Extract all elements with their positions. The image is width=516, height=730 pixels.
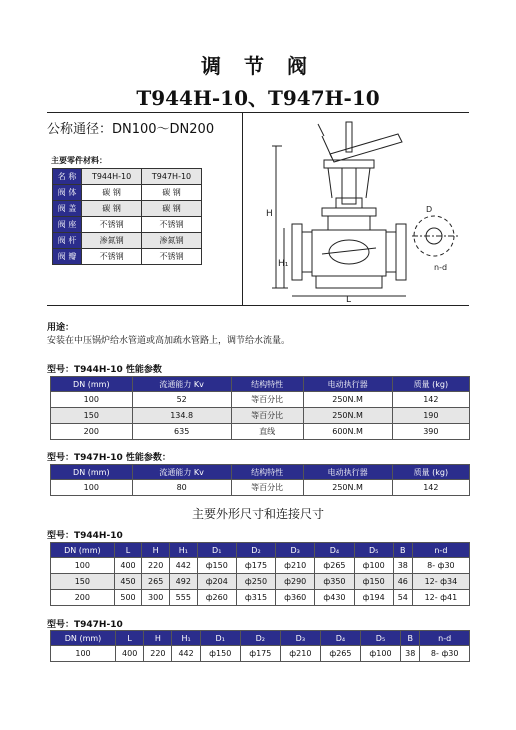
table-cell: ф204 <box>197 574 236 590</box>
dim-h-label: H <box>266 209 273 219</box>
usage-heading: 用途： <box>47 323 75 333</box>
column-header: DN (mm) <box>51 543 115 558</box>
table-cell: 38 <box>401 646 420 662</box>
table-row <box>53 201 202 217</box>
column-header: n-d <box>412 543 469 558</box>
table-cell: 100 <box>51 558 115 574</box>
column-header: D₅ <box>354 543 393 558</box>
table-row <box>51 392 470 408</box>
table-cell: 80 <box>132 480 231 496</box>
table-cell: 442 <box>169 558 197 574</box>
table-cell: 54 <box>393 590 412 606</box>
column-header: H₁ <box>169 543 197 558</box>
perf2-table <box>50 464 470 496</box>
nominal-diameter: 公称通径：DN100～DN200 <box>47 122 215 137</box>
dim-d-label: D <box>426 205 433 214</box>
perf2-heading: 型号：T947H-10 性能参数： <box>47 453 171 463</box>
table-cell: ф210 <box>280 646 320 662</box>
column-header: D₄ <box>320 631 360 646</box>
column-header: D₄ <box>315 543 354 558</box>
table-row <box>51 424 470 440</box>
usage-text: 安装在中压锅炉给水管道或高加疏水管路上，调节给水流量。 <box>47 336 291 346</box>
table-cell: 碳 钢 <box>142 201 202 217</box>
table-cell: 134.8 <box>132 408 231 424</box>
table-cell: 200 <box>51 590 115 606</box>
table-cell: 不锈钢 <box>142 217 202 233</box>
table-row <box>51 590 470 606</box>
table-header-row <box>51 631 470 646</box>
table-cell: ф175 <box>240 646 280 662</box>
table-cell: 220 <box>144 646 172 662</box>
table-cell: 等百分比 <box>231 408 303 424</box>
table-row <box>53 249 202 265</box>
table-cell: 400 <box>114 558 142 574</box>
column-header: H₁ <box>172 631 200 646</box>
table-cell: 100 <box>51 480 133 496</box>
table-cell: 不锈钢 <box>142 249 202 265</box>
table-row <box>51 408 470 424</box>
materials-table <box>52 168 202 265</box>
table-cell: 碳 钢 <box>82 185 142 201</box>
materials-heading: 主要零件材料： <box>51 156 107 165</box>
table-cell: ф315 <box>236 590 275 606</box>
column-header: 质量 (kg) <box>392 377 469 392</box>
column-header: 结构特性 <box>231 465 303 480</box>
table-cell: 250N.M <box>303 480 392 496</box>
table-cell: 等百分比 <box>231 480 303 496</box>
column-header: D₁ <box>197 543 236 558</box>
table-cell: 12- ф34 <box>412 574 469 590</box>
model-title: T944H-10、T947H-10 <box>136 86 380 110</box>
dim2-table <box>50 630 470 662</box>
dim1-heading: 型号：T944H-10 <box>47 531 123 541</box>
column-header: 质量 (kg) <box>392 465 469 480</box>
column-header: DN (mm) <box>51 631 116 646</box>
column-header: 电动执行器 <box>303 465 392 480</box>
table-cell: ф150 <box>200 646 240 662</box>
table-cell: 不锈钢 <box>82 217 142 233</box>
column-header: D₂ <box>236 543 275 558</box>
perf1-table <box>50 376 470 440</box>
table-cell: 8- ф30 <box>412 558 469 574</box>
table-cell: 250N.M <box>303 392 392 408</box>
column-header: DN (mm) <box>51 377 133 392</box>
dim-h1-label: H₁ <box>278 259 289 269</box>
table-cell: 400 <box>116 646 144 662</box>
table-cell: 碳 钢 <box>82 201 142 217</box>
table-header-row <box>51 465 470 480</box>
frame-bottom <box>47 305 469 306</box>
valve-drawing <box>262 116 462 304</box>
table-row <box>51 646 470 662</box>
table-cell: ф150 <box>197 558 236 574</box>
table-cell: ф265 <box>315 558 354 574</box>
table-cell: 265 <box>142 574 170 590</box>
table-cell: 52 <box>132 392 231 408</box>
table-cell: 142 <box>392 392 469 408</box>
column-header: n-d <box>420 631 470 646</box>
table-row <box>51 558 470 574</box>
table-cell: 阀 盖 <box>53 201 82 217</box>
table-cell: 名 称 <box>53 169 82 185</box>
table-cell: 500 <box>114 590 142 606</box>
table-cell: 150 <box>51 574 115 590</box>
table-cell: 渗氮钢 <box>142 233 202 249</box>
table-cell: 200 <box>51 424 133 440</box>
table-cell: ф194 <box>354 590 393 606</box>
column-header: L <box>114 543 142 558</box>
table-cell: ф150 <box>354 574 393 590</box>
dim-nd-label: n-d <box>434 263 448 272</box>
table-cell: T947H-10 <box>142 169 202 185</box>
column-header: 结构特性 <box>231 377 303 392</box>
table-cell: 100 <box>51 392 133 408</box>
table-cell: 635 <box>132 424 231 440</box>
table-cell: ф265 <box>320 646 360 662</box>
column-header: 电动执行器 <box>303 377 392 392</box>
table-cell: 阀 体 <box>53 185 82 201</box>
table-row <box>53 185 202 201</box>
table-cell: 46 <box>393 574 412 590</box>
table-cell: 390 <box>392 424 469 440</box>
table-row <box>53 217 202 233</box>
table-cell: ф175 <box>236 558 275 574</box>
column-header: 流通能力 Kv <box>132 377 231 392</box>
table-cell: 250N.M <box>303 408 392 424</box>
table-cell: 492 <box>169 574 197 590</box>
column-header: D₂ <box>240 631 280 646</box>
table-cell: 直线 <box>231 424 303 440</box>
table-cell: 220 <box>142 558 170 574</box>
table-cell: 150 <box>51 408 133 424</box>
table-cell: 12- ф41 <box>412 590 469 606</box>
table-cell: ф290 <box>276 574 315 590</box>
table-row <box>51 574 470 590</box>
table-cell: 450 <box>114 574 142 590</box>
table-cell: ф100 <box>354 558 393 574</box>
table-header-row <box>51 543 470 558</box>
page-title: 调 节 阀 <box>201 54 315 78</box>
table-cell: 38 <box>393 558 412 574</box>
frame-top <box>47 112 469 113</box>
table-cell: ф430 <box>315 590 354 606</box>
column-header: D₁ <box>200 631 240 646</box>
table-cell: 555 <box>169 590 197 606</box>
frame-divider <box>242 112 243 305</box>
table-cell: 300 <box>142 590 170 606</box>
table-cell: T944H-10 <box>82 169 142 185</box>
table-cell: 442 <box>172 646 200 662</box>
table-cell: ф100 <box>360 646 400 662</box>
table-cell: ф260 <box>197 590 236 606</box>
column-header: 流通能力 Kv <box>132 465 231 480</box>
column-header: DN (mm) <box>51 465 133 480</box>
table-row <box>53 233 202 249</box>
table-row <box>51 480 470 496</box>
table-header-row <box>51 377 470 392</box>
table-cell: 渗氮钢 <box>82 233 142 249</box>
column-header: B <box>401 631 420 646</box>
table-cell: 碳 钢 <box>142 185 202 201</box>
column-header: H <box>144 631 172 646</box>
table-cell: 600N.M <box>303 424 392 440</box>
table-cell: 8- ф30 <box>420 646 470 662</box>
table-cell: ф250 <box>236 574 275 590</box>
table-cell: ф350 <box>315 574 354 590</box>
column-header: D₃ <box>280 631 320 646</box>
table-cell: ф210 <box>276 558 315 574</box>
table-cell: 阀 杆 <box>53 233 82 249</box>
column-header: L <box>116 631 144 646</box>
table-cell: 190 <box>392 408 469 424</box>
column-header: D₅ <box>360 631 400 646</box>
table-cell: ф360 <box>276 590 315 606</box>
column-header: D₃ <box>276 543 315 558</box>
dimensions-heading: 主要外形尺寸和连接尺寸 <box>191 507 324 521</box>
table-cell: 阀 瓣 <box>53 249 82 265</box>
table-cell: 等百分比 <box>231 392 303 408</box>
dim1-table <box>50 542 470 606</box>
perf1-heading: 型号：T944H-10 性能参数 <box>47 365 162 375</box>
dim-l-label: L <box>346 295 352 304</box>
column-header: H <box>142 543 170 558</box>
table-cell: 100 <box>51 646 116 662</box>
table-row <box>53 169 202 185</box>
table-cell: 阀 座 <box>53 217 82 233</box>
table-cell: 不锈钢 <box>82 249 142 265</box>
table-cell: 142 <box>392 480 469 496</box>
dim2-heading: 型号：T947H-10 <box>47 620 123 630</box>
column-header: B <box>393 543 412 558</box>
